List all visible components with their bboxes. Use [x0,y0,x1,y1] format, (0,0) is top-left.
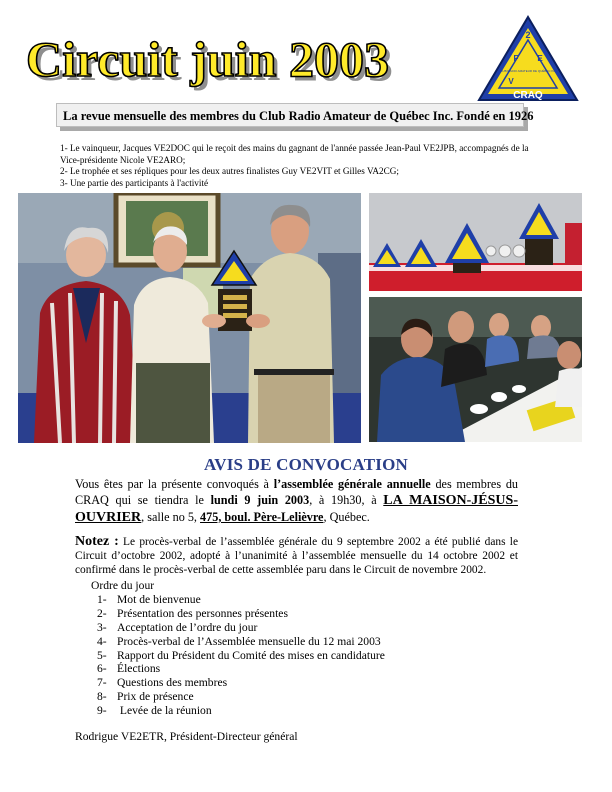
intro-text-1: Vous êtes par la présente convoqués à [75,477,274,491]
caption-1: 1- Le vainqueur, Jacques VE2DOC qui le reçoit des mains du gagnant de l'année passée Jean-Paul VE2JPB, accompagnés de la Vice-présidente Nicole VE2ARO; [60,143,529,165]
logo-number: 2 [525,30,531,40]
agenda-item: 6- Élections [97,662,161,676]
logo-letter-v: V [508,77,514,86]
note-text: Le procès-verbal de l’assemblée générale du 9 septembre 2002 a été publié dans le Circuit d’octobre 2002, adopté à l’unanimité à l’assemblée mensuelle du 14 octobre 2002 et confirmé dans le procès-verbal de cette assemblée paru dans le Circuit de novembre 2002. [75,536,518,576]
photo-captions [60,143,530,189]
caption-3: 3- Une partie des participants à l'activité [60,177,209,188]
photo-trophy-presentation [18,193,361,443]
caption-2: 2- Le trophée et ses répliques pour les deux autres finalistes Guy VE2VIT et Gilles VA2CG; [60,166,399,177]
signature: Rodrigue VE2ETR, Président-Directeur général [75,730,298,743]
intro-meeting-date: lundi 9 juin 2003 [210,493,310,507]
logo-letter-e: E [537,54,543,63]
agenda-item: 4- Procès-verbal de l’Assemblée mensuelle du 12 mai 2003 [97,634,381,648]
notice-intro [75,476,518,526]
note-label: Notez : [75,534,119,549]
craq-logo [476,14,580,104]
photo-participants [369,297,582,442]
intro-text-2: des membres du CRAQ qui se tiendra le [75,477,519,507]
agenda-item: 2- Présentation des personnes présentes [97,606,288,620]
agenda-item: 1- Mot de bienvenue [97,592,201,606]
newsletter-title: Circuit juin 2003 [26,31,389,87]
intro-meeting-type: l’assemblée générale annuelle [273,477,431,491]
logo-craq: CRAQ [513,90,543,101]
note-paragraph [75,535,518,577]
logo-letter-f: F [513,54,519,63]
intro-address: 475, boul. Père-Lelièvre [200,510,324,524]
agenda [91,579,385,718]
intro-text-4: , salle no 5, [141,510,201,524]
agenda-item: 9- Levée de la réunion [97,704,212,718]
intro-text-5: , Québec. [323,510,370,524]
photo-trophies-display [369,193,582,291]
agenda-item: 8- Prix de présence [97,690,194,704]
intro-venue: LA MAISON-JÉSUS-OUVRIER [75,493,518,525]
logo-club-text: CLUB RADIO AMATEUR DE QUÉBEC INC. [498,69,558,73]
tagline: La revue mensuelle des membres du Club Radio Amateur de Québec Inc. Fondé en 1926 [56,103,524,127]
agenda-item: 3- Acceptation de l’ordre du jour [97,620,258,634]
intro-text-3: , à 19h30, à [309,493,384,507]
agenda-item: 7- Questions des membres [97,676,228,690]
agenda-title: Ordre du jour [91,579,155,592]
notice-heading: AVIS DE CONVOCATION [203,455,409,474]
agenda-item: 5- Rapport du Président du Comité des mises en candidature [97,648,385,662]
